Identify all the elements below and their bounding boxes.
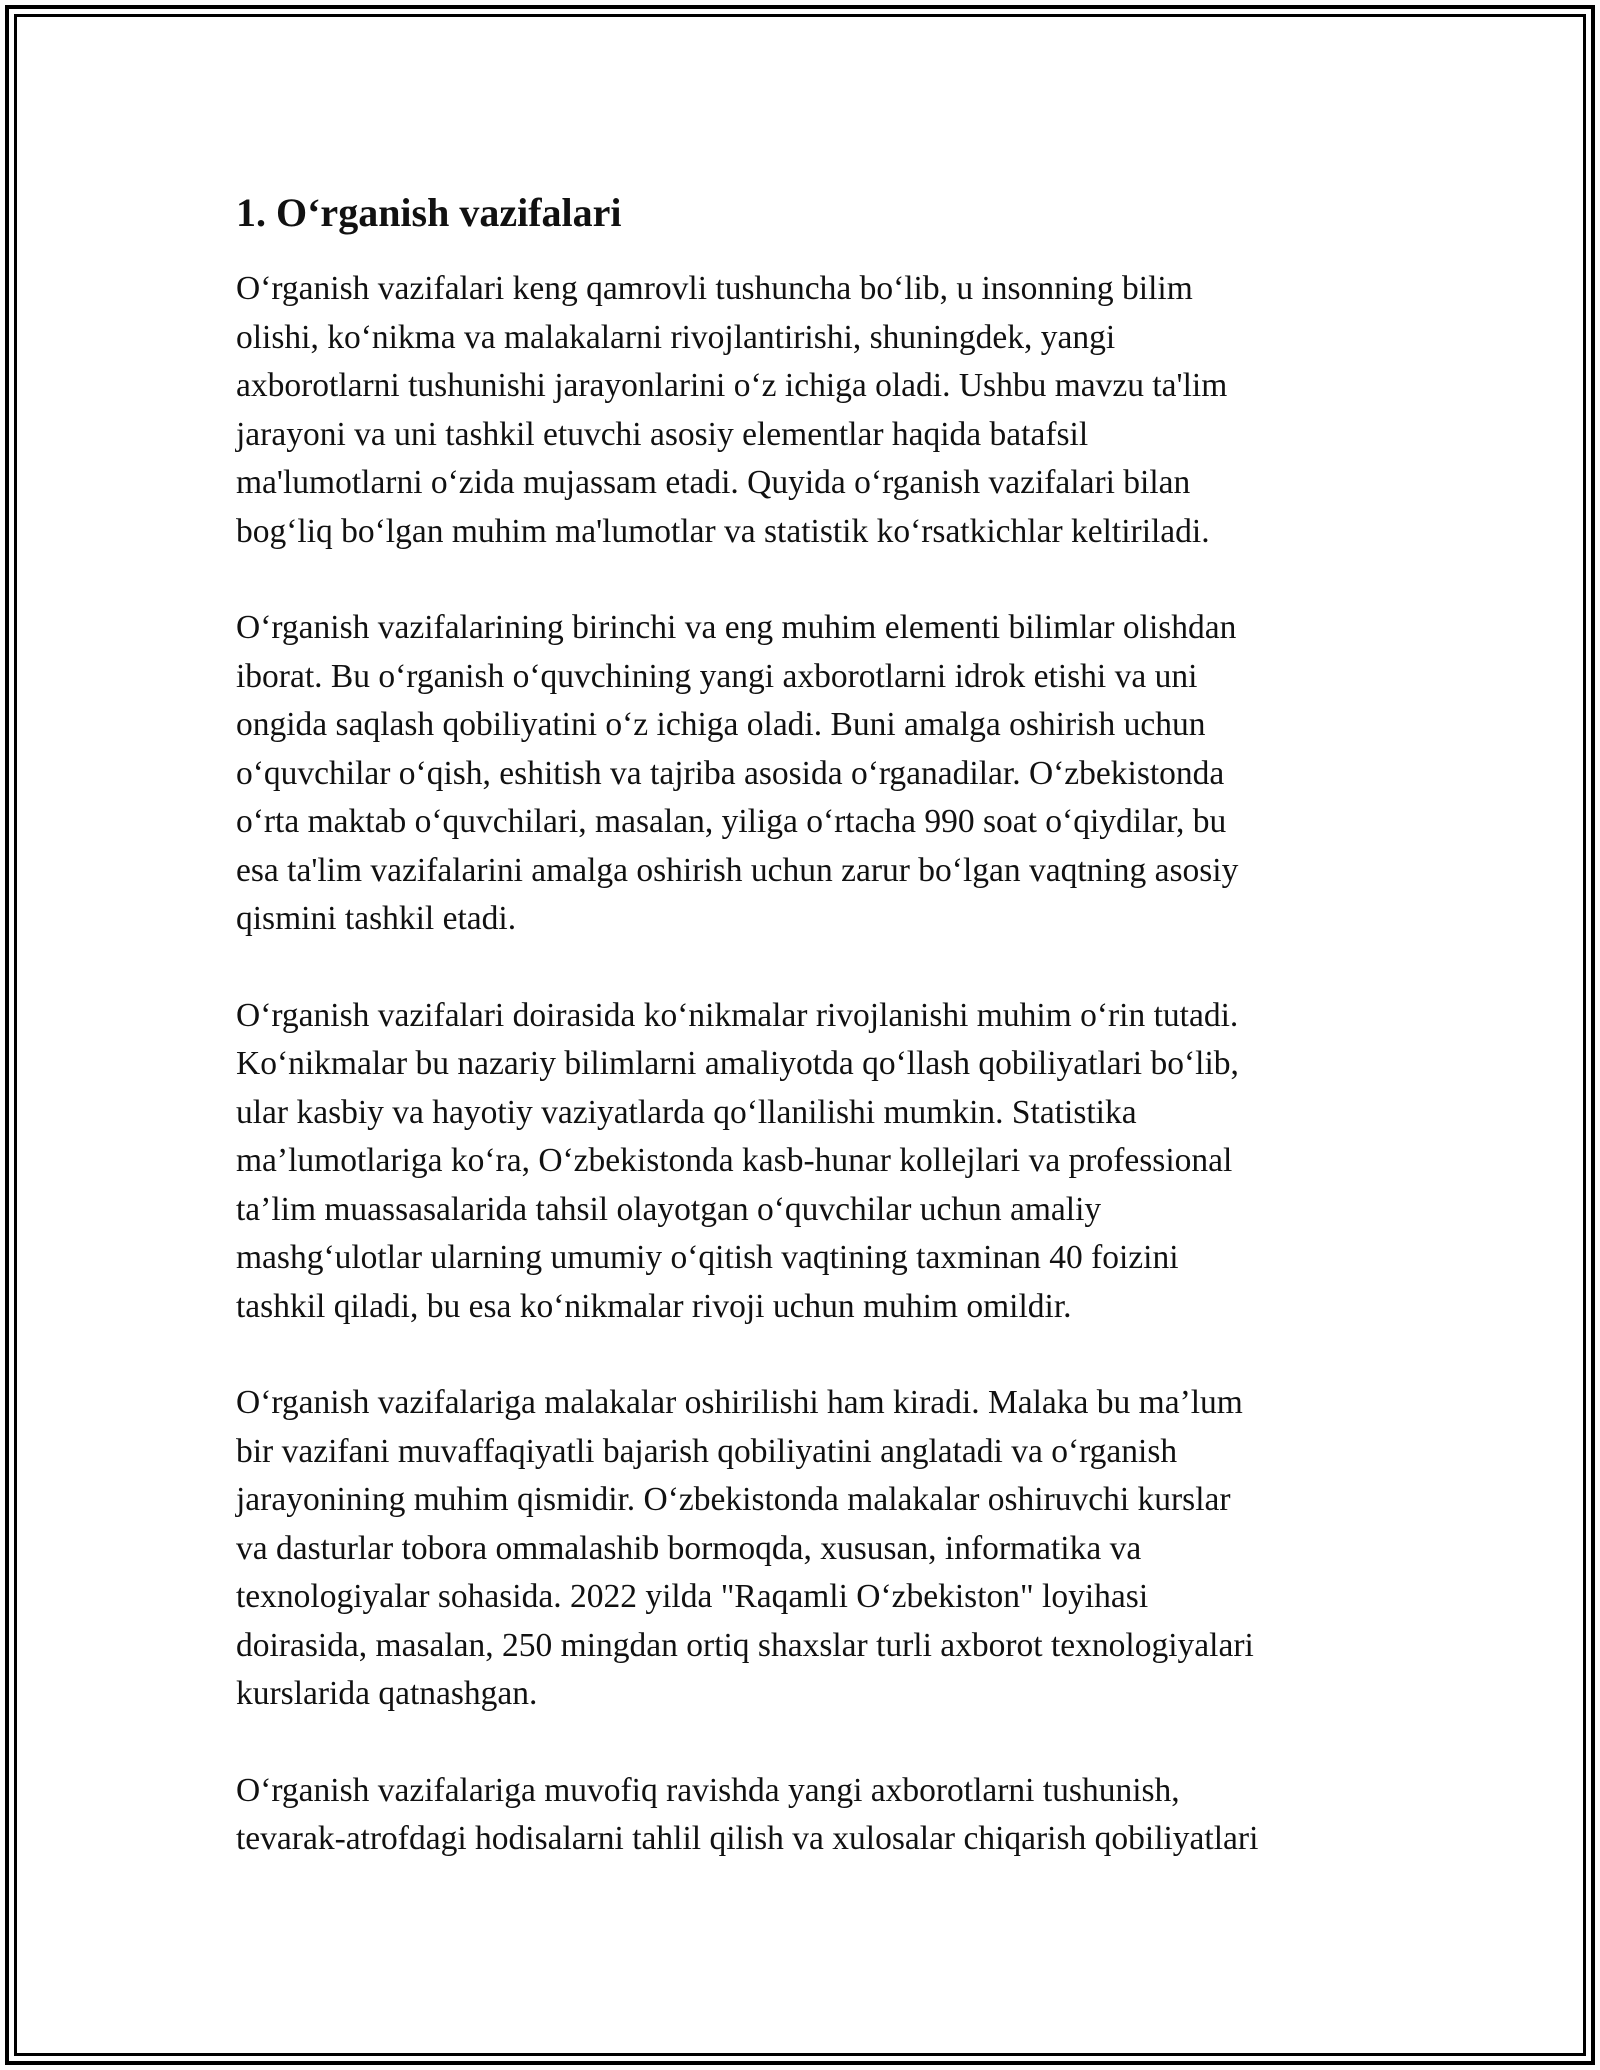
section-heading: 1. O‘rganish vazifalari [236, 190, 622, 235]
paragraph-line: qismini tashkil etadi. [236, 900, 517, 937]
paragraph-line: mashg‘ulotlar ularning umumiy o‘qitish vaqtining taxminan 40 foizini [236, 1239, 1179, 1276]
paragraph-line: O‘rganish vazifalari doirasida ko‘nikmalar rivojlanishi muhim o‘rin tutadi. [236, 996, 1239, 1034]
paragraph-line: Ko‘nikmalar bu nazariy bilimlarni amaliyotda qo‘llash qobiliyatlari bo‘lib, [236, 1045, 1239, 1082]
paragraph-line: texnologiyalar sohasida. 2022 yilda "Raqamli O‘zbekiston" loyihasi [236, 1578, 1149, 1615]
paragraph-2 [236, 604, 1366, 944]
paragraph-line: jarayoni va uni tashkil etuvchi asosiy elementlar haqida batafsil [236, 415, 1089, 453]
paragraph-line: o‘rta maktab o‘quvchilari, masalan, yiliga o‘rtacha 990 soat o‘qiydilar, bu [236, 803, 1227, 840]
paragraph-line: ongida saqlash qobiliyatini o‘z ichiga oladi. Buni amalga oshirish uchun [236, 706, 1206, 743]
paragraph-line: tashkil qiladi, bu esa ko‘nikmalar rivoji uchun muhim omildir. [236, 1287, 1072, 1325]
paragraph-line: esa ta'lim vazifalarini amalga oshirish uchun zarur bo‘lgan vaqtning asosiy [236, 851, 1239, 889]
paragraph-line: doirasida, masalan, 250 mingdan ortiq shaxslar turli axborot texnologiyalari [236, 1626, 1254, 1664]
paragraph-3 [236, 992, 1366, 1332]
paragraph-line: O‘rganish vazifalarining birinchi va eng muhim elementi bilimlar olishdan [236, 609, 1237, 646]
paragraph-line: kurslarida qatnashgan. [236, 1675, 538, 1712]
paragraph-line: ma'lumotlarni o‘zida mujassam etadi. Quyida o‘rganish vazifalari bilan [236, 464, 1191, 501]
paragraph-line: olishi, ko‘nikma va malakalarni rivojlantirishi, shuningdek, yangi [236, 318, 1116, 356]
paragraph-line: bog‘liq bo‘lgan muhim ma'lumotlar va statistik ko‘rsatkichlar keltiriladi. [236, 512, 1210, 550]
paragraph-line: ular kasbiy va hayotiy vaziyatlarda qo‘llanilishi mumkin. Statistika [236, 1093, 1137, 1131]
paragraph-line: O‘rganish vazifalariga malakalar oshirilishi ham kiradi. Malaka bu ma’lum [236, 1384, 1243, 1421]
paragraph-line: va dasturlar tobora ommalashib bormoqda, xususan, informatika va [236, 1529, 1142, 1567]
paragraph-line: ta’lim muassasalarida tahsil olayotgan o‘quvchilar uchun amaliy [236, 1190, 1102, 1228]
paragraph-line: jarayonining muhim qismidir. O‘zbekistonda malakalar oshiruvchi kurslar [236, 1481, 1231, 1518]
paragraph-4 [236, 1379, 1366, 1719]
paragraph-line: iborat. Bu o‘rganish o‘quvchining yangi axborotlarni idrok etishi va uni [236, 657, 1198, 695]
paragraph-line: bir vazifani muvaffaqiyatli bajarish qobiliyatini anglatadi va o‘rganish [236, 1432, 1178, 1470]
paragraph-line: ma’lumotlariga ko‘ra, O‘zbekistonda kasb-hunar kollejlari va professional [236, 1142, 1233, 1179]
paragraph-line: O‘rganish vazifalariga muvofiq ravishda yangi axborotlarni tushunish, [236, 1771, 1180, 1809]
paragraph-line: O‘rganish vazifalari keng qamrovli tushuncha bo‘lib, u insonning bilim [236, 270, 1193, 307]
paragraph-line: o‘quvchilar o‘qish, eshitish va tajriba asosida o‘rganadilar. O‘zbekistonda [236, 754, 1225, 792]
paragraph-5 [236, 1767, 1366, 1864]
paragraph-1 [236, 265, 1366, 556]
paragraph-line: tevarak-atrofdagi hodisalarni tahlil qilish va xulosalar chiqarish qobiliyatlari [236, 1820, 1259, 1857]
document-body [236, 183, 1366, 1912]
paragraph-line: axborotlarni tushunishi jarayonlarini o‘z ichiga oladi. Ushbu mavzu ta'lim [236, 367, 1228, 404]
